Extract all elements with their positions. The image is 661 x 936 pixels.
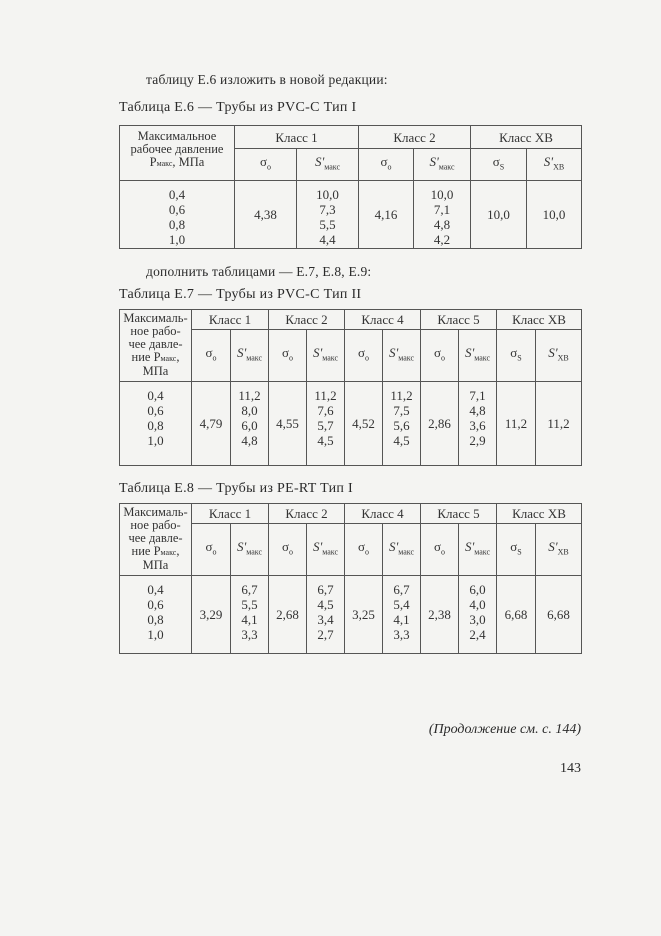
table-e7-cell: 7,1 4,8 3,6 2,9	[459, 382, 497, 466]
table-e6	[119, 125, 582, 249]
table-e8-class-header: Класс 5	[421, 504, 497, 524]
table-e8-cell: 6,7 5,4 4,1 3,3	[383, 576, 421, 654]
table-e7-sub-header: $\sigma_о$	[421, 330, 459, 382]
table-e6-header-pressure: Максимальное рабочее давление Рмакс, МПа	[120, 126, 235, 181]
table-e7-class-header: Класс 2	[269, 310, 345, 330]
table-e7-class-header: Класс 4	[345, 310, 421, 330]
table-e7-cell: 4,52	[345, 382, 383, 466]
table-e8-header-pressure: Максималь- ное рабо- чее давле- ние Рмакс, МПа	[120, 504, 192, 576]
table-e8-sub-header: $\sigma_о$	[421, 524, 459, 576]
table-e7-cell: 2,86	[421, 382, 459, 466]
table-e7-header-pressure: Максималь- ное рабо- чее давле- ние Рмакс, МПа	[120, 310, 192, 382]
table-e7-sub-header: $\sigma_S$	[497, 330, 536, 382]
table-e8-class-header: Класс 2	[269, 504, 345, 524]
table-e6-sub-header: $S'_{макс}$	[297, 149, 359, 181]
supplement-paragraph: дополнить таблицами — Е.7, Е.8, Е.9:	[146, 264, 372, 279]
table-e6-cell: 10,0 7,1 4,8 4,2	[414, 181, 471, 249]
table-e6-sub-header: $S'_{ХВ}$	[527, 149, 582, 181]
table-e7-cell: 11,2 7,6 5,7 4,5	[307, 382, 345, 466]
table-e6-cell: 4,16	[359, 181, 414, 249]
table-e7	[119, 309, 582, 466]
table-e8-sub-header: $\sigma_S$	[497, 524, 536, 576]
table-e8-cell: 6,7 5,5 4,1 3,3	[231, 576, 269, 654]
table-e8-sub-header: $S'_{макс}$	[459, 524, 497, 576]
table-e6-class-header: Класс 1	[235, 126, 359, 149]
page-number: 143	[560, 761, 581, 776]
table-e7-cell: 11,2	[497, 382, 536, 466]
table-e7-sub-header: $\sigma_о$	[192, 330, 231, 382]
table-e8-cell: 6,68	[497, 576, 536, 654]
table-e7-cell: 4,79	[192, 382, 231, 466]
table-e7-class-header: Класс 5	[421, 310, 497, 330]
table-e8	[119, 503, 582, 654]
table-e6-class-header: Класс 2	[359, 126, 471, 149]
table-e7-sub-header: $S'_{макс}$	[383, 330, 421, 382]
table-e8-sub-header: $\sigma_о$	[345, 524, 383, 576]
table-e6-sub-header: $\sigma_о$	[359, 149, 414, 181]
table-e6-cell: 10,0	[527, 181, 582, 249]
table-e6-caption: Таблица Е.6 — Трубы из PVC-C Тип I	[119, 100, 357, 115]
table-e8-sub-header: $\sigma_о$	[269, 524, 307, 576]
table-e8-sub-header: $S'_{макс}$	[383, 524, 421, 576]
table-e8-caption: Таблица Е.8 — Трубы из PE-RT Тип I	[119, 481, 353, 496]
table-e7-cell: 11,2 7,5 5,6 4,5	[383, 382, 421, 466]
table-e6-cell: 10,0 7,3 5,5 4,4	[297, 181, 359, 249]
table-e8-cell: 6,68	[536, 576, 582, 654]
table-e7-class-header: Класс 1	[192, 310, 269, 330]
table-e8-cell: 6,7 4,5 3,4 2,7	[307, 576, 345, 654]
table-e8-cell: 2,68	[269, 576, 307, 654]
table-e6-sub-header: $\sigma_о$	[235, 149, 297, 181]
table-e8-cell: 3,29	[192, 576, 231, 654]
table-e8-sub-header: $S'_{макс}$	[231, 524, 269, 576]
table-e8-cell: 6,0 4,0 3,0 2,4	[459, 576, 497, 654]
table-e8-class-header: Класс ХВ	[497, 504, 582, 524]
table-e6-sub-header: $\sigma_S$	[471, 149, 527, 181]
table-e7-sub-header: $S'_{макс}$	[231, 330, 269, 382]
table-e8-cell: 2,38	[421, 576, 459, 654]
table-e8-sub-header: $\sigma_о$	[192, 524, 231, 576]
table-e7-sub-header: $S'_{макс}$	[459, 330, 497, 382]
table-e6-cell: 4,38	[235, 181, 297, 249]
table-e7-sub-header: $\sigma_о$	[269, 330, 307, 382]
table-e8-pressure-values: 0,4 0,6 0,8 1,0	[120, 576, 192, 654]
intro-paragraph: таблицу Е.6 изложить в новой редакции:	[146, 72, 388, 87]
continuation-note: (Продолжение см. с. 144)	[428, 722, 581, 737]
table-e6-cell: 10,0	[471, 181, 527, 249]
table-e8-sub-header: $S'_{ХВ}$	[536, 524, 582, 576]
table-e6-sub-header: $S'_{макс}$	[414, 149, 471, 181]
table-e7-sub-header: $S'_{макс}$	[307, 330, 345, 382]
table-e8-sub-header: $S'_{макс}$	[307, 524, 345, 576]
table-e8-cell: 3,25	[345, 576, 383, 654]
table-e6-pressure-values: 0,4 0,6 0,8 1,0	[120, 181, 235, 249]
table-e7-cell: 11,2	[536, 382, 582, 466]
table-e7-sub-header: $\sigma_о$	[345, 330, 383, 382]
table-e7-cell: 4,55	[269, 382, 307, 466]
table-e7-caption: Таблица Е.7 — Трубы из PVC-C Тип II	[119, 287, 362, 302]
table-e8-class-header: Класс 4	[345, 504, 421, 524]
table-e7-sub-header: $S'_{ХВ}$	[536, 330, 582, 382]
table-e8-class-header: Класс 1	[192, 504, 269, 524]
table-e6-class-header: Класс ХВ	[471, 126, 582, 149]
table-e7-class-header: Класс ХВ	[497, 310, 582, 330]
table-e7-pressure-values: 0,4 0,6 0,8 1,0	[120, 382, 192, 466]
table-e7-cell: 11,2 8,0 6,0 4,8	[231, 382, 269, 466]
